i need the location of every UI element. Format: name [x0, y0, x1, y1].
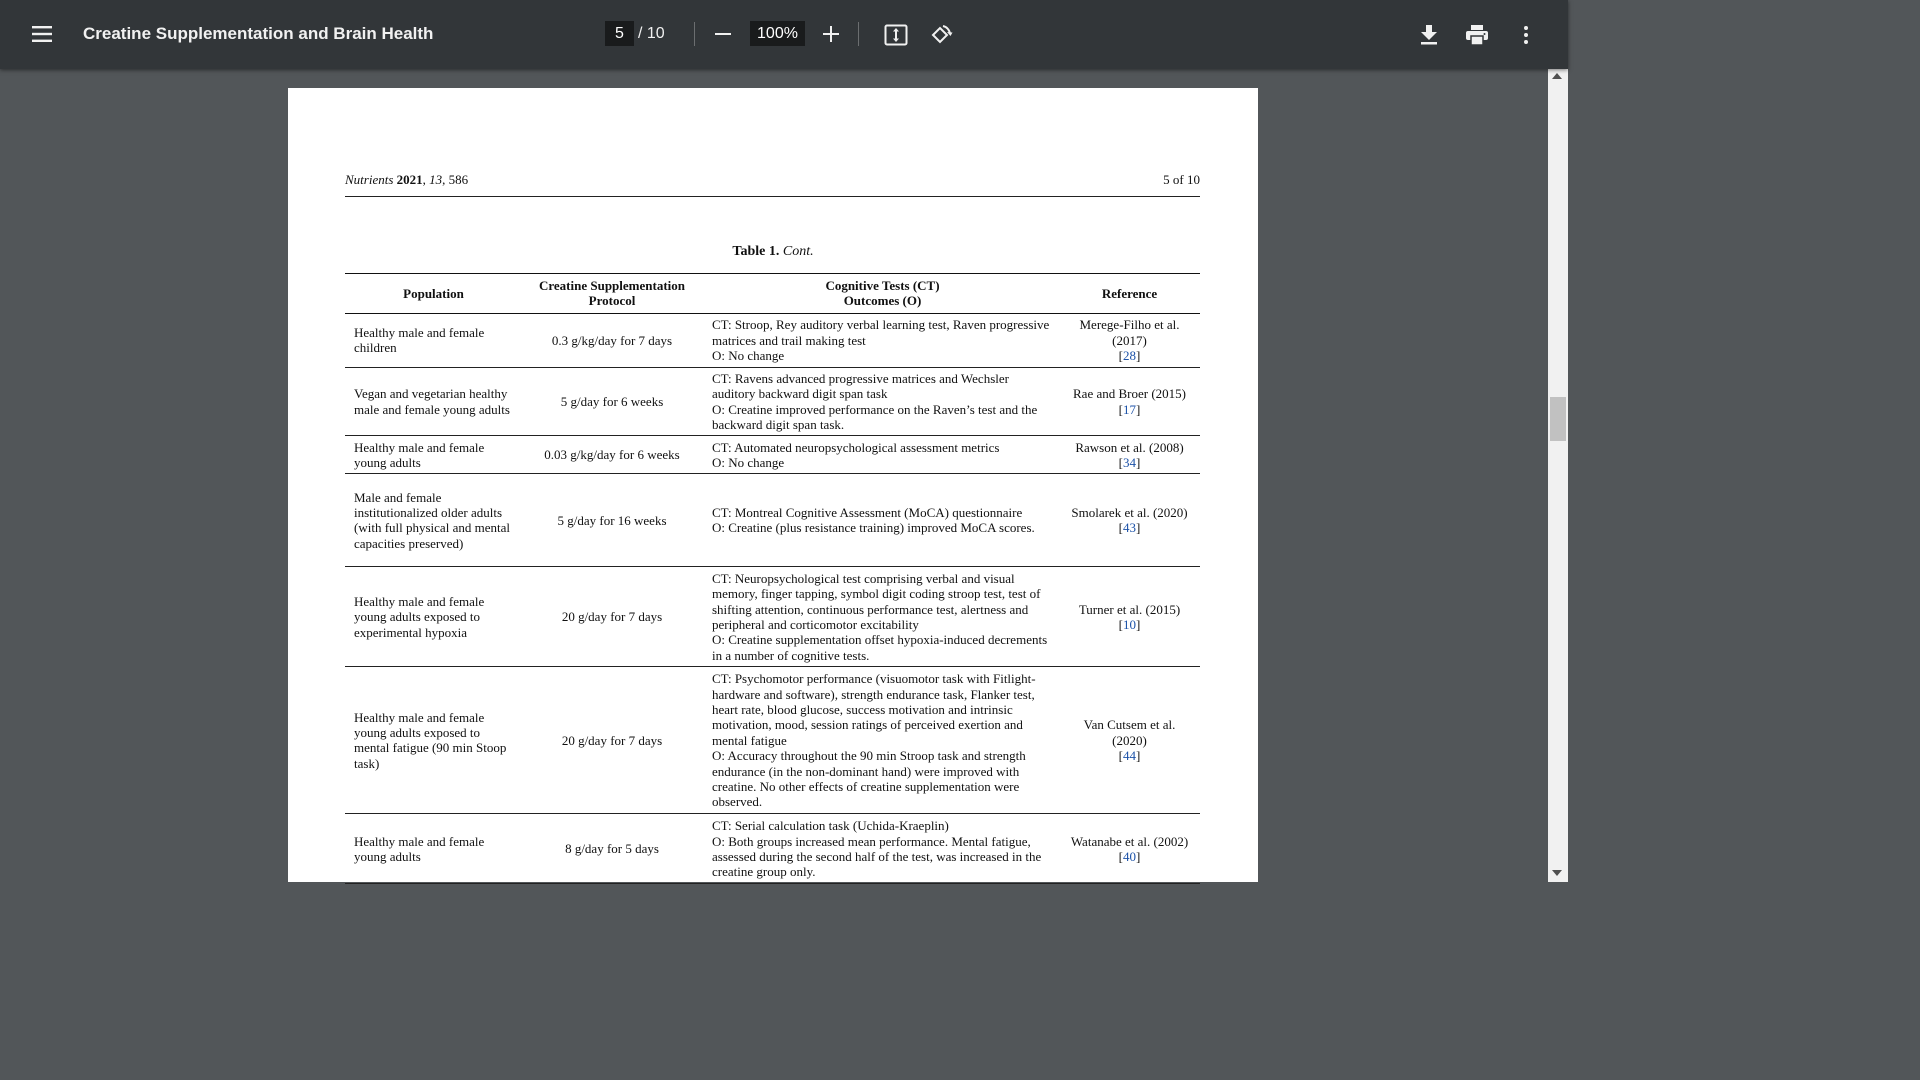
cell-protocol: 0.3 g/kg/day for 7 days — [522, 313, 702, 367]
header-protocol-line2: Protocol — [588, 293, 636, 309]
fit-page-icon — [884, 24, 908, 46]
reference-text: Smolarek et al. (2020) — [1071, 505, 1188, 521]
cell-outcome-text: O: No change — [712, 454, 785, 470]
cell-cognitive-tests — [702, 367, 1059, 436]
cell-cognitive-tests — [702, 814, 1059, 884]
zoom-in-button[interactable] — [816, 19, 846, 49]
document-title: Creatine Supplementation and Brain Health — [83, 24, 434, 43]
header-rule — [345, 196, 1200, 197]
more-vert-icon — [1523, 25, 1529, 45]
header-ct-line1: Cognitive Tests (CT) — [825, 278, 940, 293]
hamburger-icon — [31, 25, 53, 43]
cell-cognitive-tests — [702, 436, 1059, 474]
scroll-down-arrow-icon[interactable] — [1552, 870, 1562, 876]
page-count: 5 of 10 — [1163, 172, 1200, 187]
table-caption — [288, 244, 1258, 260]
header-cognitive-tests — [702, 274, 1059, 314]
cell-reference: Rae and Broer (2015) [17] — [1059, 367, 1200, 436]
cell-population: Healthy male and female children — [345, 313, 522, 367]
article-number: 586 — [448, 172, 469, 187]
print-icon — [1466, 25, 1488, 45]
toolbar-divider — [694, 22, 695, 46]
cell-cognitive-tests — [702, 567, 1059, 667]
fit-to-page-button[interactable] — [880, 19, 912, 51]
cell-ct-text: CT: Stroop, Rey auditory verbal learning test, Raven progressive matrices and trail making test — [712, 317, 1050, 348]
cell-cognitive-tests — [702, 313, 1059, 367]
page-total-label: / 10 — [638, 24, 665, 42]
header-population: Population — [345, 274, 522, 314]
reference-link[interactable]: 43 — [1123, 520, 1136, 536]
reference-text: Rawson et al. (2008) — [1075, 439, 1184, 455]
reference-link[interactable]: 10 — [1123, 616, 1136, 632]
cell-cognitive-tests — [702, 667, 1059, 814]
menu-button[interactable] — [22, 14, 62, 54]
print-button[interactable] — [1461, 19, 1493, 51]
cell-ct-text: CT: Automated neuropsychological assessment metrics — [712, 439, 1000, 455]
studies-table — [345, 273, 1200, 884]
cell-protocol: 20 g/day for 7 days — [522, 667, 702, 814]
table-header-row — [345, 274, 1200, 314]
reference-text: Van Cutsem et al. (2020) — [1083, 717, 1176, 748]
cell-ct-text: CT: Neuropsychological test comprising verbal and visual memory, finger tapping, symbol digit coding stroop test, test of shifting attention, continuous performance test, alertness and peripheral and corticomotor excitability — [712, 570, 1041, 632]
minus-icon — [715, 26, 731, 42]
cell-reference: Turner et al. (2015) [10] — [1059, 567, 1200, 667]
cell-protocol: 5 g/day for 6 weeks — [522, 367, 702, 436]
cell-population: Healthy male and female young adults exposed to experimental hypoxia — [345, 567, 522, 667]
header-protocol — [522, 274, 702, 314]
toolbar-divider — [858, 22, 859, 46]
table-continued: Cont. — [782, 244, 814, 259]
table-row — [345, 814, 1200, 884]
table-row — [345, 567, 1200, 667]
table-row — [345, 367, 1200, 436]
header-ct-line2: Outcomes (O) — [843, 293, 922, 309]
reference-text: Turner et al. (2015) — [1078, 601, 1181, 617]
cell-protocol: 8 g/day for 5 days — [522, 814, 702, 884]
journal-name: Nutrients — [345, 172, 394, 187]
pdf-page — [288, 88, 1258, 882]
cell-ct-text: CT: Serial calculation task (Uchida-Kraeplin) — [712, 818, 949, 834]
download-button[interactable] — [1413, 19, 1445, 51]
cell-reference: Van Cutsem et al. (2020) [44] — [1059, 667, 1200, 814]
cell-reference: Rawson et al. (2008) [34] — [1059, 436, 1200, 474]
table-row — [345, 474, 1200, 567]
cell-protocol: 5 g/day for 16 weeks — [522, 474, 702, 567]
cell-reference: Smolarek et al. (2020) [43] — [1059, 474, 1200, 567]
cell-population: Male and female institutionalized older adults (with full physical and mental capacities preserved) — [345, 474, 522, 567]
cell-outcome-text: O: Both groups increased mean performance. Mental fatigue, assessed during the second half of the test, was increased in the creatine group only. — [712, 833, 1042, 880]
table-row — [345, 436, 1200, 474]
cell-population: Vegan and vegetarian healthy male and female young adults — [345, 367, 522, 436]
zoom-level-input[interactable]: 100% — [750, 21, 805, 46]
rotate-button[interactable] — [925, 19, 957, 51]
running-header: Nutrients 2021, 13, 586 — [345, 172, 469, 187]
cell-ct-text: CT: Montreal Cognitive Assessment (MoCA) questionnaire — [712, 505, 1023, 521]
cell-outcome-text: O: No change — [712, 348, 785, 364]
vertical-scrollbar[interactable] — [1548, 69, 1568, 882]
reference-link[interactable]: 34 — [1123, 454, 1136, 470]
reference-text: Watanabe et al. (2002) — [1070, 833, 1189, 849]
rotate-icon — [929, 23, 953, 47]
table-row — [345, 313, 1200, 367]
reference-text: Merege-Filho et al. (2017) — [1079, 317, 1180, 348]
cell-ct-text: CT: Ravens advanced progressive matrices and Wechsler auditory backward digit span task — [712, 370, 1009, 402]
download-icon — [1420, 25, 1438, 45]
journal-volume: 13 — [429, 172, 443, 187]
cell-ct-text: CT: Psychomotor performance (visuomotor task with Fitlight-hardware and software), strength endurance task, Flanker test, heart rate, blood glucose, success motivation and intrinsic motivation, mood, session ratings of perceived exertion and mental fatigue — [712, 671, 1036, 748]
reference-link[interactable]: 28 — [1123, 348, 1136, 364]
zoom-out-button[interactable] — [708, 19, 738, 49]
header-reference: Reference — [1059, 274, 1200, 314]
header-protocol-line1: Creatine Supplementation — [538, 278, 685, 293]
reference-link[interactable]: 17 — [1123, 401, 1136, 417]
more-options-button[interactable] — [1510, 19, 1542, 51]
page-number-input[interactable]: 5 — [605, 21, 634, 46]
cell-outcome-text: O: Accuracy throughout the 90 min Stroop task and strength endurance (in the non-dominant hand) were improved with creatine. No other effects of creatine supplementation were observed. — [712, 748, 1026, 810]
cell-reference: Watanabe et al. (2002) [40] — [1059, 814, 1200, 884]
pdf-toolbar — [0, 0, 1568, 69]
cell-outcome-text: O: Creatine improved performance on the Raven’s test and the backward digit span task. — [712, 401, 1038, 433]
reference-text: Rae and Broer (2015) — [1073, 386, 1186, 402]
table-label: Table 1. — [732, 244, 780, 259]
cell-population: Healthy male and female young adults exposed to mental fatigue (90 min Stoop task) — [345, 667, 522, 814]
reference-link[interactable]: 40 — [1123, 848, 1136, 864]
reference-link[interactable]: 44 — [1123, 748, 1136, 764]
cell-outcome-text: O: Creatine (plus resistance training) improved MoCA scores. — [712, 520, 1035, 536]
cell-population: Healthy male and female young adults — [345, 436, 522, 474]
cell-protocol: 20 g/day for 7 days — [522, 567, 702, 667]
table-row — [345, 667, 1200, 814]
cell-outcome-text: O: Creatine supplementation offset hypoxia-induced decrements in a number of cognitive tests. — [712, 632, 1048, 663]
cell-protocol: 0.03 g/kg/day for 6 weeks — [522, 436, 702, 474]
scroll-up-arrow-icon[interactable] — [1552, 73, 1562, 79]
journal-year: 2021 — [396, 172, 423, 187]
cell-cognitive-tests — [702, 474, 1059, 567]
cell-population: Healthy male and female young adults — [345, 814, 522, 884]
cell-reference: Merege-Filho et al. (2017) [28] — [1059, 313, 1200, 367]
scrollbar-thumb[interactable] — [1550, 397, 1566, 441]
plus-icon — [823, 26, 839, 42]
